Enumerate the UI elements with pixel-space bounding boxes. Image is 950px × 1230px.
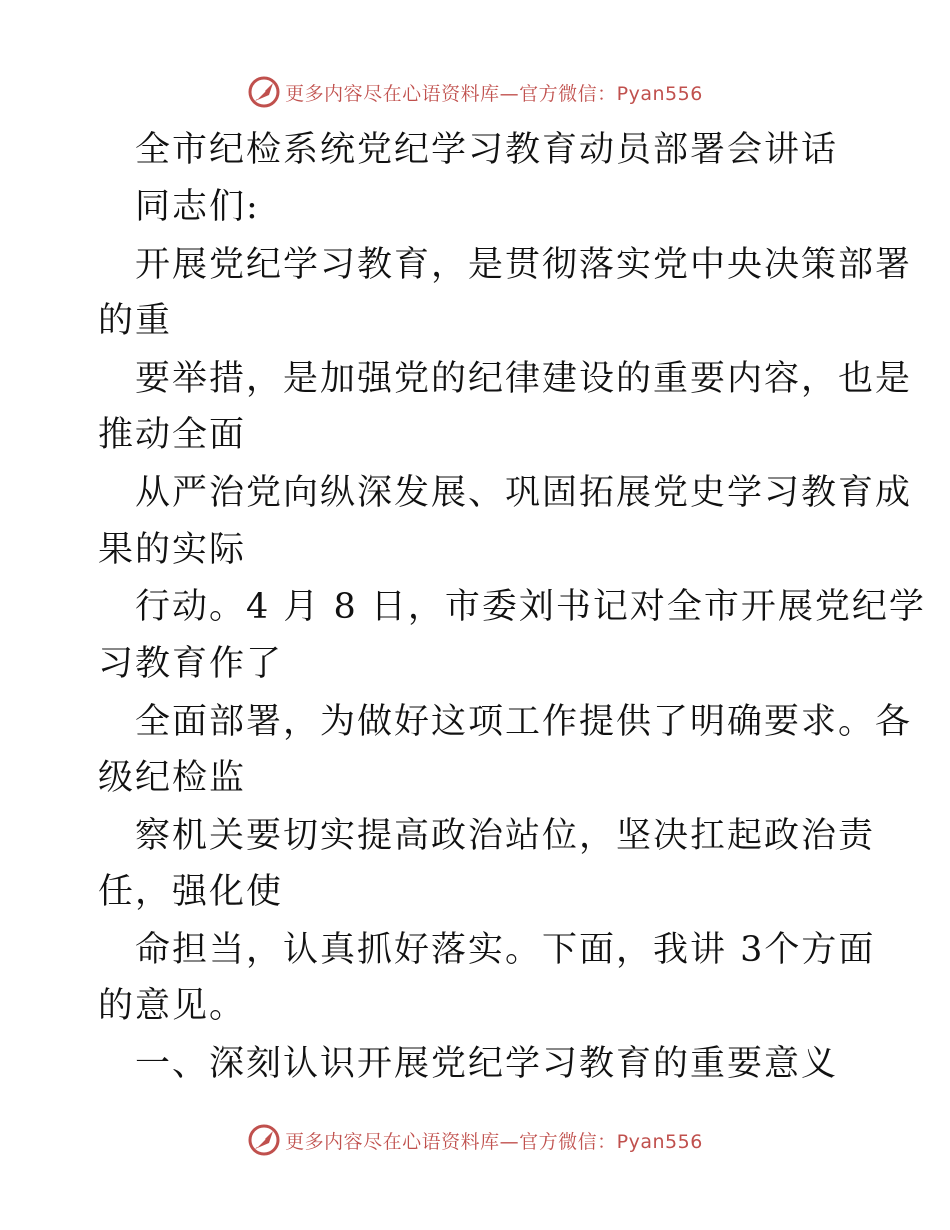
text-line: 习教育作了 [98, 644, 284, 684]
text-line: 从严治党向纵深发展、巩固拓展党史学习教育成 [135, 473, 913, 513]
header-banner [0, 72, 950, 112]
text-line: 的重 [98, 301, 173, 341]
text-line: 推动全面 [98, 415, 247, 455]
quill-pen-logo-icon [247, 75, 281, 109]
document-title: 全市纪检系统党纪学习教育动员部署会讲话 [135, 130, 839, 170]
quill-pen-logo-icon [247, 1123, 281, 1157]
banner-text: 更多内容尽在心语资料库—官方微信：Pyan556 [285, 1130, 703, 1153]
text-line: 全面部署，为做好这项工作提供了明确要求。各 [135, 702, 913, 742]
footer-banner [0, 1120, 950, 1160]
banner-text: 更多内容尽在心语资料库—官方微信：Pyan556 [285, 82, 703, 105]
text-line: 的意见。 [98, 986, 247, 1026]
text-line: 命担当，认真抓好落实。下面，我讲 3个方面 [135, 930, 876, 970]
text-line: 果的实际 [98, 530, 247, 570]
text-line: 同志们: [135, 187, 260, 227]
text-line: 行动。4 月 8 日，市委刘书记对全市开展党纪学 [135, 587, 926, 627]
text-line: 察机关要切实提高政治站位，坚决扛起政治责 [135, 816, 876, 856]
text-line: 级纪检监 [98, 758, 247, 798]
text-line: 任，强化使 [98, 872, 284, 912]
text-line: 要举措，是加强党的纪律建设的重要内容，也是 [135, 359, 913, 399]
section-heading: 一、深刻认识开展党纪学习教育的重要意义 [135, 1044, 839, 1084]
text-line: 开展党纪学习教育，是贯彻落实党中央决策部署 [135, 245, 913, 285]
